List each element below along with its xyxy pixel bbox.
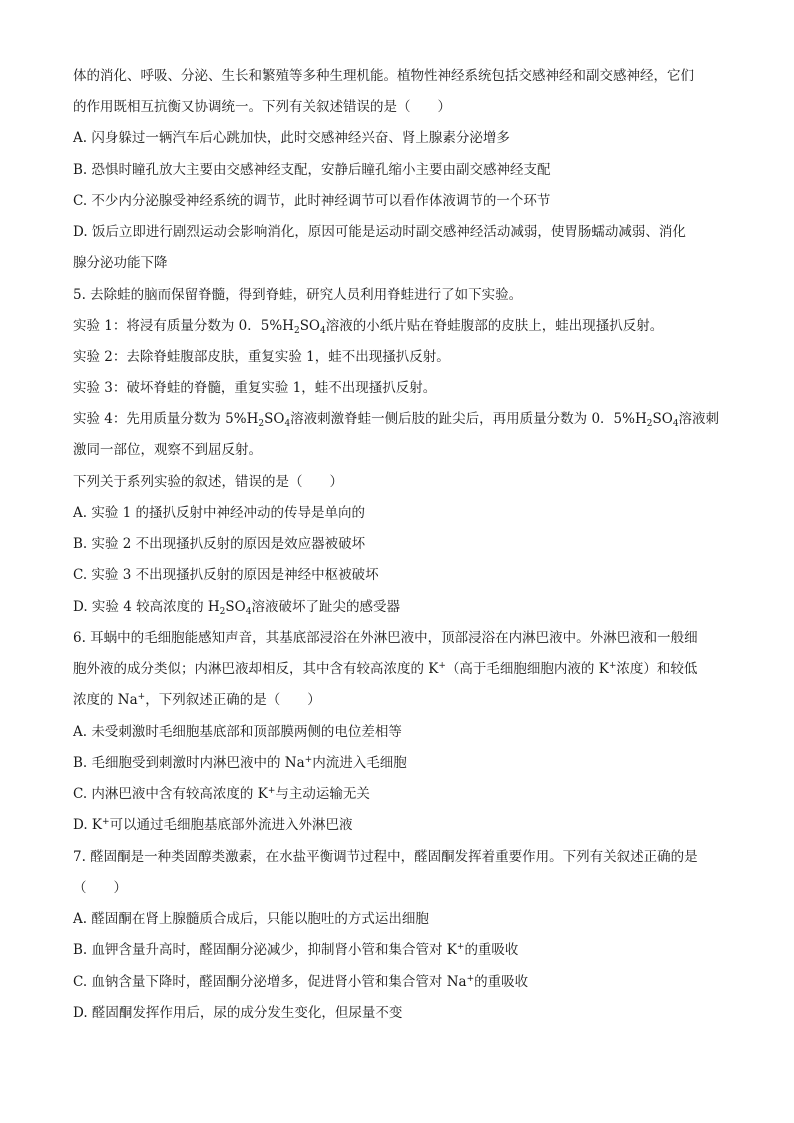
q7-stem-line1: 7. 醛固酮是一种类固醇类激素，在水盐平衡调节过程中，醛固酮发挥着重要作用。下列有关叙述正确的是 (73, 849, 698, 865)
q4-option-d-line1: D. 饭后立即进行剧烈运动会影响消化，原因可能是运动时副交感神经活动减弱，使胃肠蠕动减弱、消化 (73, 224, 686, 240)
q6-stem-line3: 浓度的 Na+，下列叙述正确的是（ ） (73, 692, 321, 708)
q7-option-d: D. 醛固酮发挥作用后，尿的成分发生变化，但尿量不变 (73, 1005, 403, 1021)
q5-experiment-3: 实验 3：破坏脊蛙的脊髓，重复实验 1，蛙不出现搔扒反射。 (73, 380, 437, 396)
q7-option-b: B. 血钾含量升高时，醛固酮分泌减少，抑制肾小管和集合管对 K+的重吸收 (73, 942, 519, 958)
q4-option-c: C. 不少内分泌腺受神经系统的调节，此时神经调节可以看作体液调节的一个环节 (73, 193, 551, 209)
q6-option-a: A. 未受刺激时毛细胞基底部和顶部膜两侧的电位差相等 (73, 724, 402, 740)
q7-option-a: A. 醛固酮在肾上腺髓质合成后，只能以胞吐的方式运出细胞 (73, 911, 429, 927)
q6-option-d: D. K+可以通过毛细胞基底部外流进入外淋巴液 (73, 817, 353, 833)
q6-stem-line2: 胞外液的成分类似；内淋巴液却相反，其中含有较高浓度的 K+（高于毛细胞细胞内液的 K+浓度）和较低 (73, 661, 698, 677)
q6-option-c: C. 内淋巴液中含有较高浓度的 K+与主动运输无关 (73, 786, 370, 802)
q6-stem-line1: 6. 耳蜗中的毛细胞能感知声音，其基底部浸浴在外淋巴液中，顶部浸浴在内淋巴液中。外淋巴液和一般细 (73, 630, 698, 646)
q7-option-c: C. 血钠含量下降时，醛固酮分泌增多，促进肾小管和集合管对 Na+的重吸收 (73, 974, 529, 990)
q7-stem-line2: （ ） (73, 880, 127, 896)
q5-question: 下列关于系列实验的叙述，错误的是（ ） (73, 474, 343, 490)
q4-option-a: A. 闪身躲过一辆汽车后心跳加快，此时交感神经兴奋、肾上腺素分泌增多 (73, 130, 510, 146)
q4-stem-line2: 的作用既相互抗衡又协调统一。下列有关叙述错误的是（ ） (73, 99, 451, 115)
q5-intro: 5. 去除蛙的脑而保留脊髓，得到脊蛙，研究人员利用脊蛙进行了如下实验。 (73, 287, 523, 303)
q5-option-c: C. 实验 3 不出现搔扒反射的原因是神经中枢被破坏 (73, 567, 379, 583)
q4-stem-line1: 体的消化、呼吸、分泌、生长和繁殖等多种生理机能。植物性神经系统包括交感神经和副交感神经，它们 (73, 68, 694, 84)
q4-option-d-line2: 腺分泌功能下降 (73, 255, 168, 271)
q6-option-b: B. 毛细胞受到刺激时内淋巴液中的 Na+内流进入毛细胞 (73, 755, 407, 771)
q5-experiment-1: 实验 1：将浸有质量分数为 0．$5\%H_2SO_4$溶液的小纸片贴在脊蛙腹部的皮肤上，蛙出现搔扒反射。 (73, 318, 664, 336)
q5-experiment-2: 实验 2：去除脊蛙腹部皮肤，重复实验 1，蛙不出现搔扒反射。 (73, 349, 450, 365)
q5-option-a: A. 实验 1 的搔扒反射中神经冲动的传导是单向的 (73, 505, 366, 521)
q4-option-b: B. 恐惧时瞳孔放大主要由交感神经支配，安静后瞳孔缩小主要由副交感神经支配 (73, 162, 551, 178)
q5-option-b: B. 实验 2 不出现搔扒反射的原因是效应器被破坏 (73, 536, 366, 552)
q5-experiment-4-line2: 激同一部位，观察不到屈反射。 (73, 442, 262, 458)
q5-experiment-4-line1: 实验 4：先用质量分数为 $5\%H_2SO_4$溶液刺激脊蛙一侧后肢的趾尖后，再用质量分数为 0．$5\%H_2SO_4$溶液刺 (73, 411, 720, 429)
q5-option-d: D. 实验 4 较高浓度的 $H_2SO_4$溶液破坏了趾尖的感受器 (73, 599, 400, 617)
